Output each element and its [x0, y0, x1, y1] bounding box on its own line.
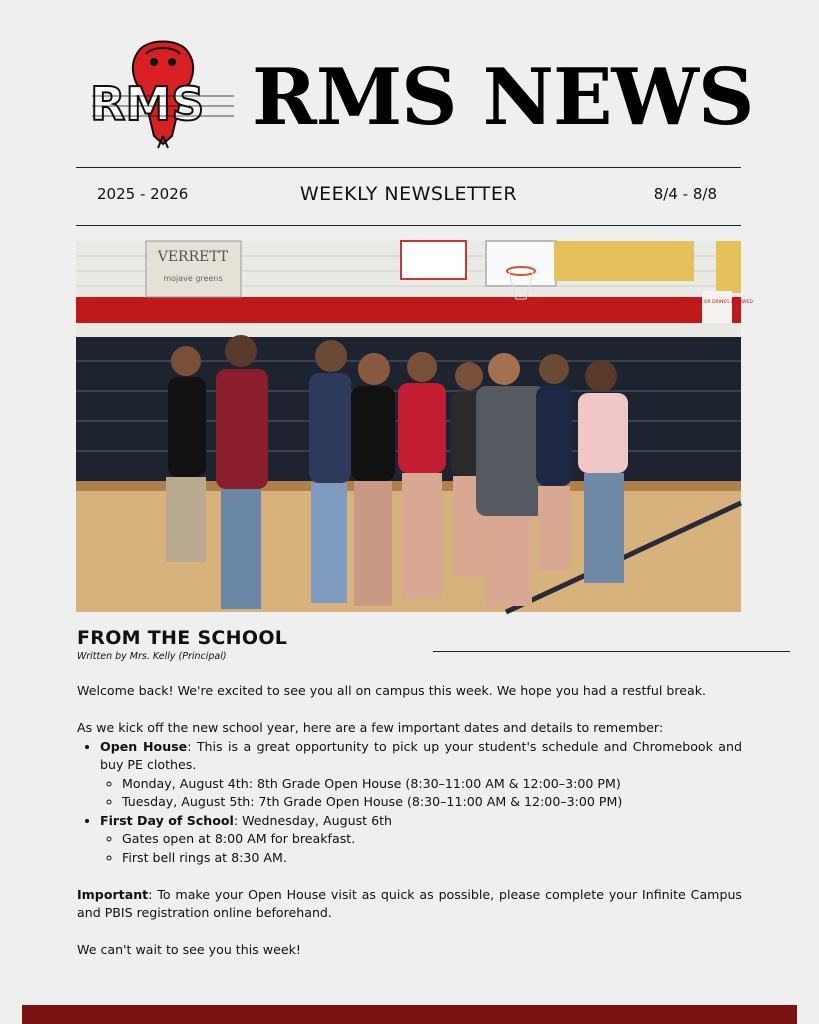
divider-bottom	[76, 225, 741, 226]
students-group-photo	[76, 241, 753, 612]
article-body	[77, 682, 742, 960]
divider-top	[76, 167, 741, 168]
intro-paragraph: As we kick off the new school year, here are a few important dates and details to remember:	[77, 720, 664, 735]
important-paragraph: Important: To make your Open House visit as quick as possible, please complete your Infinite Campus and PBIS registration online beforehand.	[77, 886, 742, 920]
svg-text:NO FOOD OR DRINKS ALLOWED: NO FOOD OR DRINKS ALLOWED	[681, 300, 753, 305]
section-divider	[433, 651, 790, 652]
list-item-open-house: • Open House: This is a great opportunity to pick up your student's schedule and Chromebook and buy PE clothes. ◦ Monday, August 4th: 8th Grade Open House (8:30–11:00 AM & 12:00–3:00 PM) ◦ Tuesday, August 5th: 7th Grade Open House (8:30–11:00 AM & 12:00–3:00 PM)	[100, 738, 742, 812]
list-item: ◦ First bell rings at 8:30 AM.	[122, 849, 742, 868]
welcome-paragraph: Welcome back! We're excited to see you all on campus this week. We hope you had a restful break.	[77, 683, 706, 698]
week-dates: 8/4 - 8/8	[653, 185, 717, 203]
byline: Written by Mrs. Kelly (Principal)	[77, 651, 227, 662]
svg-text:RMS: RMS	[90, 77, 205, 131]
newsletter-header	[0, 0, 819, 160]
info-bar	[76, 170, 741, 222]
wall-banner	[146, 241, 241, 297]
svg-text:mojave greens: mojave greens	[163, 274, 223, 283]
open-house-sublist	[100, 775, 742, 812]
list-item: ◦ Gates open at 8:00 AM for breakfast.	[122, 830, 742, 849]
important-dates-list	[77, 738, 742, 868]
footer-bar	[22, 1005, 797, 1024]
svg-text:VERRETT: VERRETT	[157, 249, 229, 265]
first-day-sublist	[100, 830, 742, 867]
list-item: ◦ Tuesday, August 5th: 7th Grade Open House (8:30–11:00 AM & 12:00–3:00 PM)	[122, 793, 742, 812]
school-year: 2025 - 2026	[97, 185, 189, 203]
newsletter-subtitle: WEEKLY NEWSLETTER	[299, 183, 518, 205]
section-title: FROM THE SCHOOL	[77, 627, 288, 649]
masthead-title: RMS NEWS	[252, 52, 754, 143]
list-item-first-day: • First Day of School: Wednesday, August 6th ◦ Gates open at 8:00 AM for breakfast. ◦ First bell rings at 8:30 AM.	[100, 812, 742, 868]
rms-snake-logo	[88, 40, 238, 150]
list-item: ◦ Monday, August 4th: 8th Grade Open House (8:30–11:00 AM & 12:00–3:00 PM)	[122, 775, 742, 794]
closing-paragraph: We can't wait to see you this week!	[77, 942, 301, 957]
